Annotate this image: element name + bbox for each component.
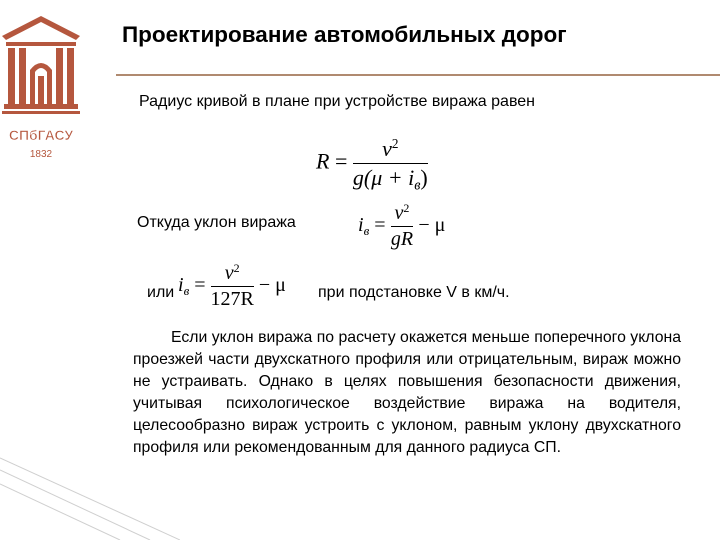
- body-paragraph: Если уклон виража по расчету окажется меньше поперечного уклона проезжей части двухскатного профиля или отрицательным, вираж можно не устраивать. Однако в целях повышения безопасности движения, учитывая психологическое воздействие виража на водителя, целесообразно вираж устроить с уклоном, равным уклону двухскатного профиля или рекомендованным для данного радиуса СП.: [133, 329, 681, 456]
- formula-slope-subscript: в: [363, 222, 370, 238]
- logo-year: 1832: [29, 149, 53, 160]
- formula-kmh-numerator: v: [224, 262, 234, 284]
- corner-decoration: [0, 440, 180, 540]
- formula-kmh-fraction: [211, 262, 254, 311]
- formula-radius-close: ): [420, 165, 428, 190]
- label-pri: при подстановке V в км/ч.: [318, 284, 510, 301]
- page-title: Проектирование автомобильных дорог: [122, 22, 567, 47]
- formula-kmh-lhs: i: [178, 274, 184, 297]
- formula-radius: R = $\frac{v^2}{g(\mu + i_в)}$: [316, 136, 428, 194]
- formula-slope-power: 2: [403, 200, 410, 215]
- label-ili: или: [147, 284, 175, 301]
- title-divider: [116, 74, 720, 76]
- formula-kmh-tail: − μ: [258, 274, 286, 297]
- formula-slope-tail: − μ: [418, 214, 446, 237]
- formula-radius-lhs: R: [316, 148, 330, 174]
- formula-kmh-power: 2: [233, 260, 240, 275]
- formula-slope-numerator: v: [394, 202, 404, 224]
- formula-radius-power: 2: [391, 136, 399, 152]
- intro-text: Радиус кривой в плане при устройстве виража равен: [139, 93, 535, 110]
- formula-slope-fraction: [391, 202, 414, 251]
- logo-name: СПбГАСУ: [8, 127, 74, 143]
- formula-slope-lhs: i: [358, 214, 364, 237]
- formula-slope: $i_в$ = $\frac{v^2}{gR}$ − μ: [358, 200, 446, 250]
- formula-radius-fraction: [352, 136, 428, 194]
- label-otkuda: Откуда уклон виража: [137, 214, 296, 231]
- formula-slope-kmh: $i_в$ = $\frac{v^2}{127R}$ − μ: [178, 260, 286, 310]
- formula-radius-denominator: g(μ + i: [352, 165, 415, 190]
- formula-radius-numerator: v: [382, 136, 392, 161]
- formula-radius-subscript: в: [414, 177, 421, 194]
- formula-slope-denominator: gR: [390, 228, 414, 250]
- formula-kmh-subscript: в: [183, 282, 190, 298]
- formula-kmh-denominator: 127R: [210, 288, 254, 310]
- university-logo: [0, 0, 82, 170]
